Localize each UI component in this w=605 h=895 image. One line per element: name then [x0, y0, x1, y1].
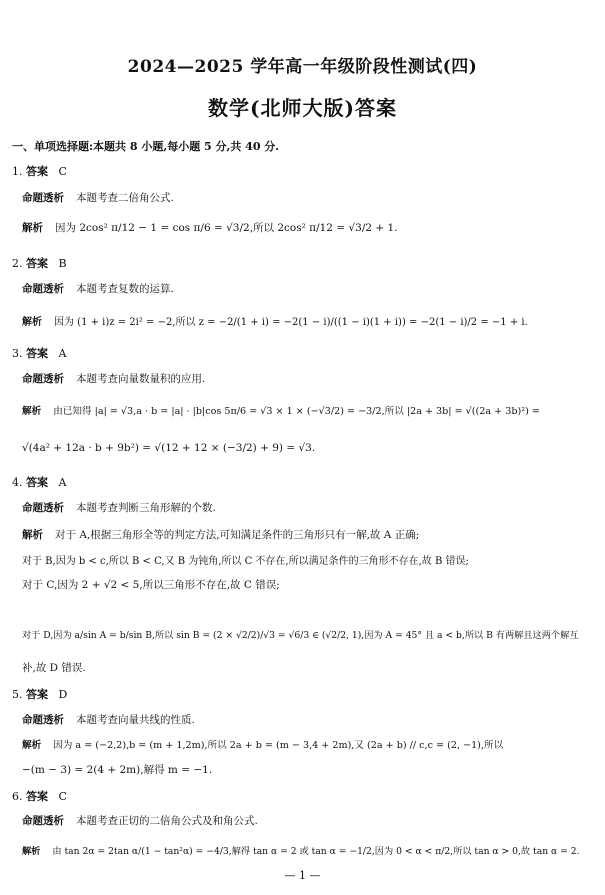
- q1-answer-row: [12, 163, 67, 179]
- q2-answer: B: [58, 257, 67, 270]
- q3-answer: A: [58, 347, 67, 360]
- answer-label: 答案: [26, 347, 48, 360]
- q1-analysis-row: [22, 220, 398, 235]
- q3-insight-row: [22, 371, 205, 386]
- insight-label: 命题透析: [22, 373, 64, 385]
- q6-insight: 本题考查正切的二倍角公式及和角公式.: [76, 815, 258, 827]
- q4-analysis-d: 对于 D,因为 a/sin A = b/sin B,所以 sin B = (2 × √2/2)/√3 = √6/3 ∈ (√2/2, 1),因为 A = 45° 且 a < b,所以 B 有两解且这两个解互: [22, 630, 579, 641]
- insight-label: 命题透析: [22, 815, 64, 827]
- q6-analysis: 由 tan 2α = 2tan α/(1 − tan²α) = −4/3,解得 tan α = 2 或 tan α = −1/2,因为 0 < α < π/2,所以 tan α > 0,故 tan α = 2.: [52, 846, 580, 857]
- analysis-label: 解析: [22, 317, 42, 328]
- analysis-label: 解析: [22, 740, 42, 751]
- answer-label: 答案: [26, 257, 48, 270]
- answer-label: 答案: [26, 790, 48, 803]
- q2-answer-row: [12, 255, 67, 271]
- q1-answer: C: [58, 165, 67, 178]
- q2-insight: 本题考查复数的运算.: [76, 283, 174, 295]
- answer-label: 答案: [26, 688, 48, 701]
- section-heading: 一、单项选择题:本题共 8 小题,每小题 5 分,共 40 分.: [12, 140, 280, 153]
- q6-number: 6.: [12, 790, 23, 803]
- q4-answer-row: [12, 474, 66, 490]
- q5-analysis-b: −(m − 3) = 2(4 + 2m),解得 m = −1.: [22, 764, 213, 776]
- insight-label: 命题透析: [22, 283, 64, 295]
- q5-analysis-a: 因为 a = (−2,2),b = (m + 1,2m),所以 2a + b = (m − 3,4 + 2m),又 (2a + b) // c,c = (2, −1),所以: [53, 740, 504, 751]
- q4-answer: A: [58, 476, 67, 489]
- q4-insight: 本题考查判断三角形解的个数.: [76, 502, 216, 514]
- q3-analysis-line1: 由已知得 |a| = √3,a · b = |a| · |b|cos 5π/6 = √3 × 1 × (−√3/2) = −3/2,所以 |2a + 3b| = √((2a + 3b)²) =: [53, 406, 540, 417]
- q6-analysis-row: [22, 843, 580, 857]
- q3-analysis-line2: √(4a² + 12a · b + 9b²) = √(12 + 12 × (−3/2) + 9) = √3.: [22, 442, 316, 454]
- q3-insight: 本题考查向量数量积的应用.: [76, 373, 206, 385]
- q2-insight-row: [22, 281, 174, 296]
- page-number: — 1 —: [284, 869, 321, 882]
- q1-insight: 本题考查二倍角公式.: [76, 192, 174, 204]
- q1-analysis: 因为 2cos² π/12 − 1 = cos π/6 = √3/2,所以 2cos² π/12 = √3/2 + 1.: [55, 222, 398, 234]
- q5-insight: 本题考查向量共线的性质.: [76, 714, 195, 726]
- q2-analysis-row: [22, 313, 528, 328]
- q4-analysis-a: 对于 A,根据三角形全等的判定方法,可知满足条件的三角形只有一解,故 A 正确;: [55, 529, 420, 541]
- q4-number: 4.: [12, 476, 23, 489]
- q5-answer-row: [12, 686, 67, 702]
- q1-number: 1.: [12, 165, 23, 178]
- answer-label: 答案: [26, 476, 48, 489]
- analysis-label: 解析: [22, 406, 42, 417]
- q4-insight-row: [22, 500, 216, 515]
- q3-answer-row: [12, 345, 66, 361]
- analysis-label: 解析: [22, 846, 41, 857]
- q3-analysis-row: [22, 403, 540, 417]
- q4-analysis-row: [22, 527, 419, 542]
- analysis-label: 解析: [22, 222, 43, 234]
- analysis-label: 解析: [22, 529, 43, 541]
- q4-analysis-d-cont: 补,故 D 错误.: [22, 662, 86, 674]
- q5-analysis-row: [22, 737, 503, 751]
- q5-insight-row: [22, 712, 195, 727]
- q6-answer: C: [58, 790, 67, 803]
- q5-number: 5.: [12, 688, 23, 701]
- q2-number: 2.: [12, 257, 23, 270]
- q2-analysis: 因为 (1 + i)z = 2i² = −2,所以 z = −2/(1 + i) = −2(1 − i)/((1 − i)(1 + i)) = −2(1 − i)/2 = −1 + i.: [54, 317, 528, 328]
- q3-number: 3.: [12, 347, 23, 360]
- exam-title: 2024—2025 学年高一年级阶段性测试(四): [127, 57, 478, 77]
- insight-label: 命题透析: [22, 192, 64, 204]
- q1-insight-row: [22, 190, 174, 205]
- insight-label: 命题透析: [22, 714, 64, 726]
- q6-insight-row: [22, 813, 258, 828]
- subject-title: 数学(北师大版)答案: [208, 96, 397, 120]
- insight-label: 命题透析: [22, 502, 64, 514]
- answer-label: 答案: [26, 165, 48, 178]
- q6-answer-row: [12, 788, 67, 804]
- q4-analysis-b: 对于 B,因为 b < c,所以 B < C,又 B 为钝角,所以 C 不存在,所以满足条件的三角形不存在,故 B 错误;: [22, 556, 469, 567]
- q4-analysis-c: 对于 C,因为 2 + √2 < 5,所以三角形不存在,故 C 错误;: [22, 579, 280, 591]
- q5-answer: D: [58, 688, 68, 701]
